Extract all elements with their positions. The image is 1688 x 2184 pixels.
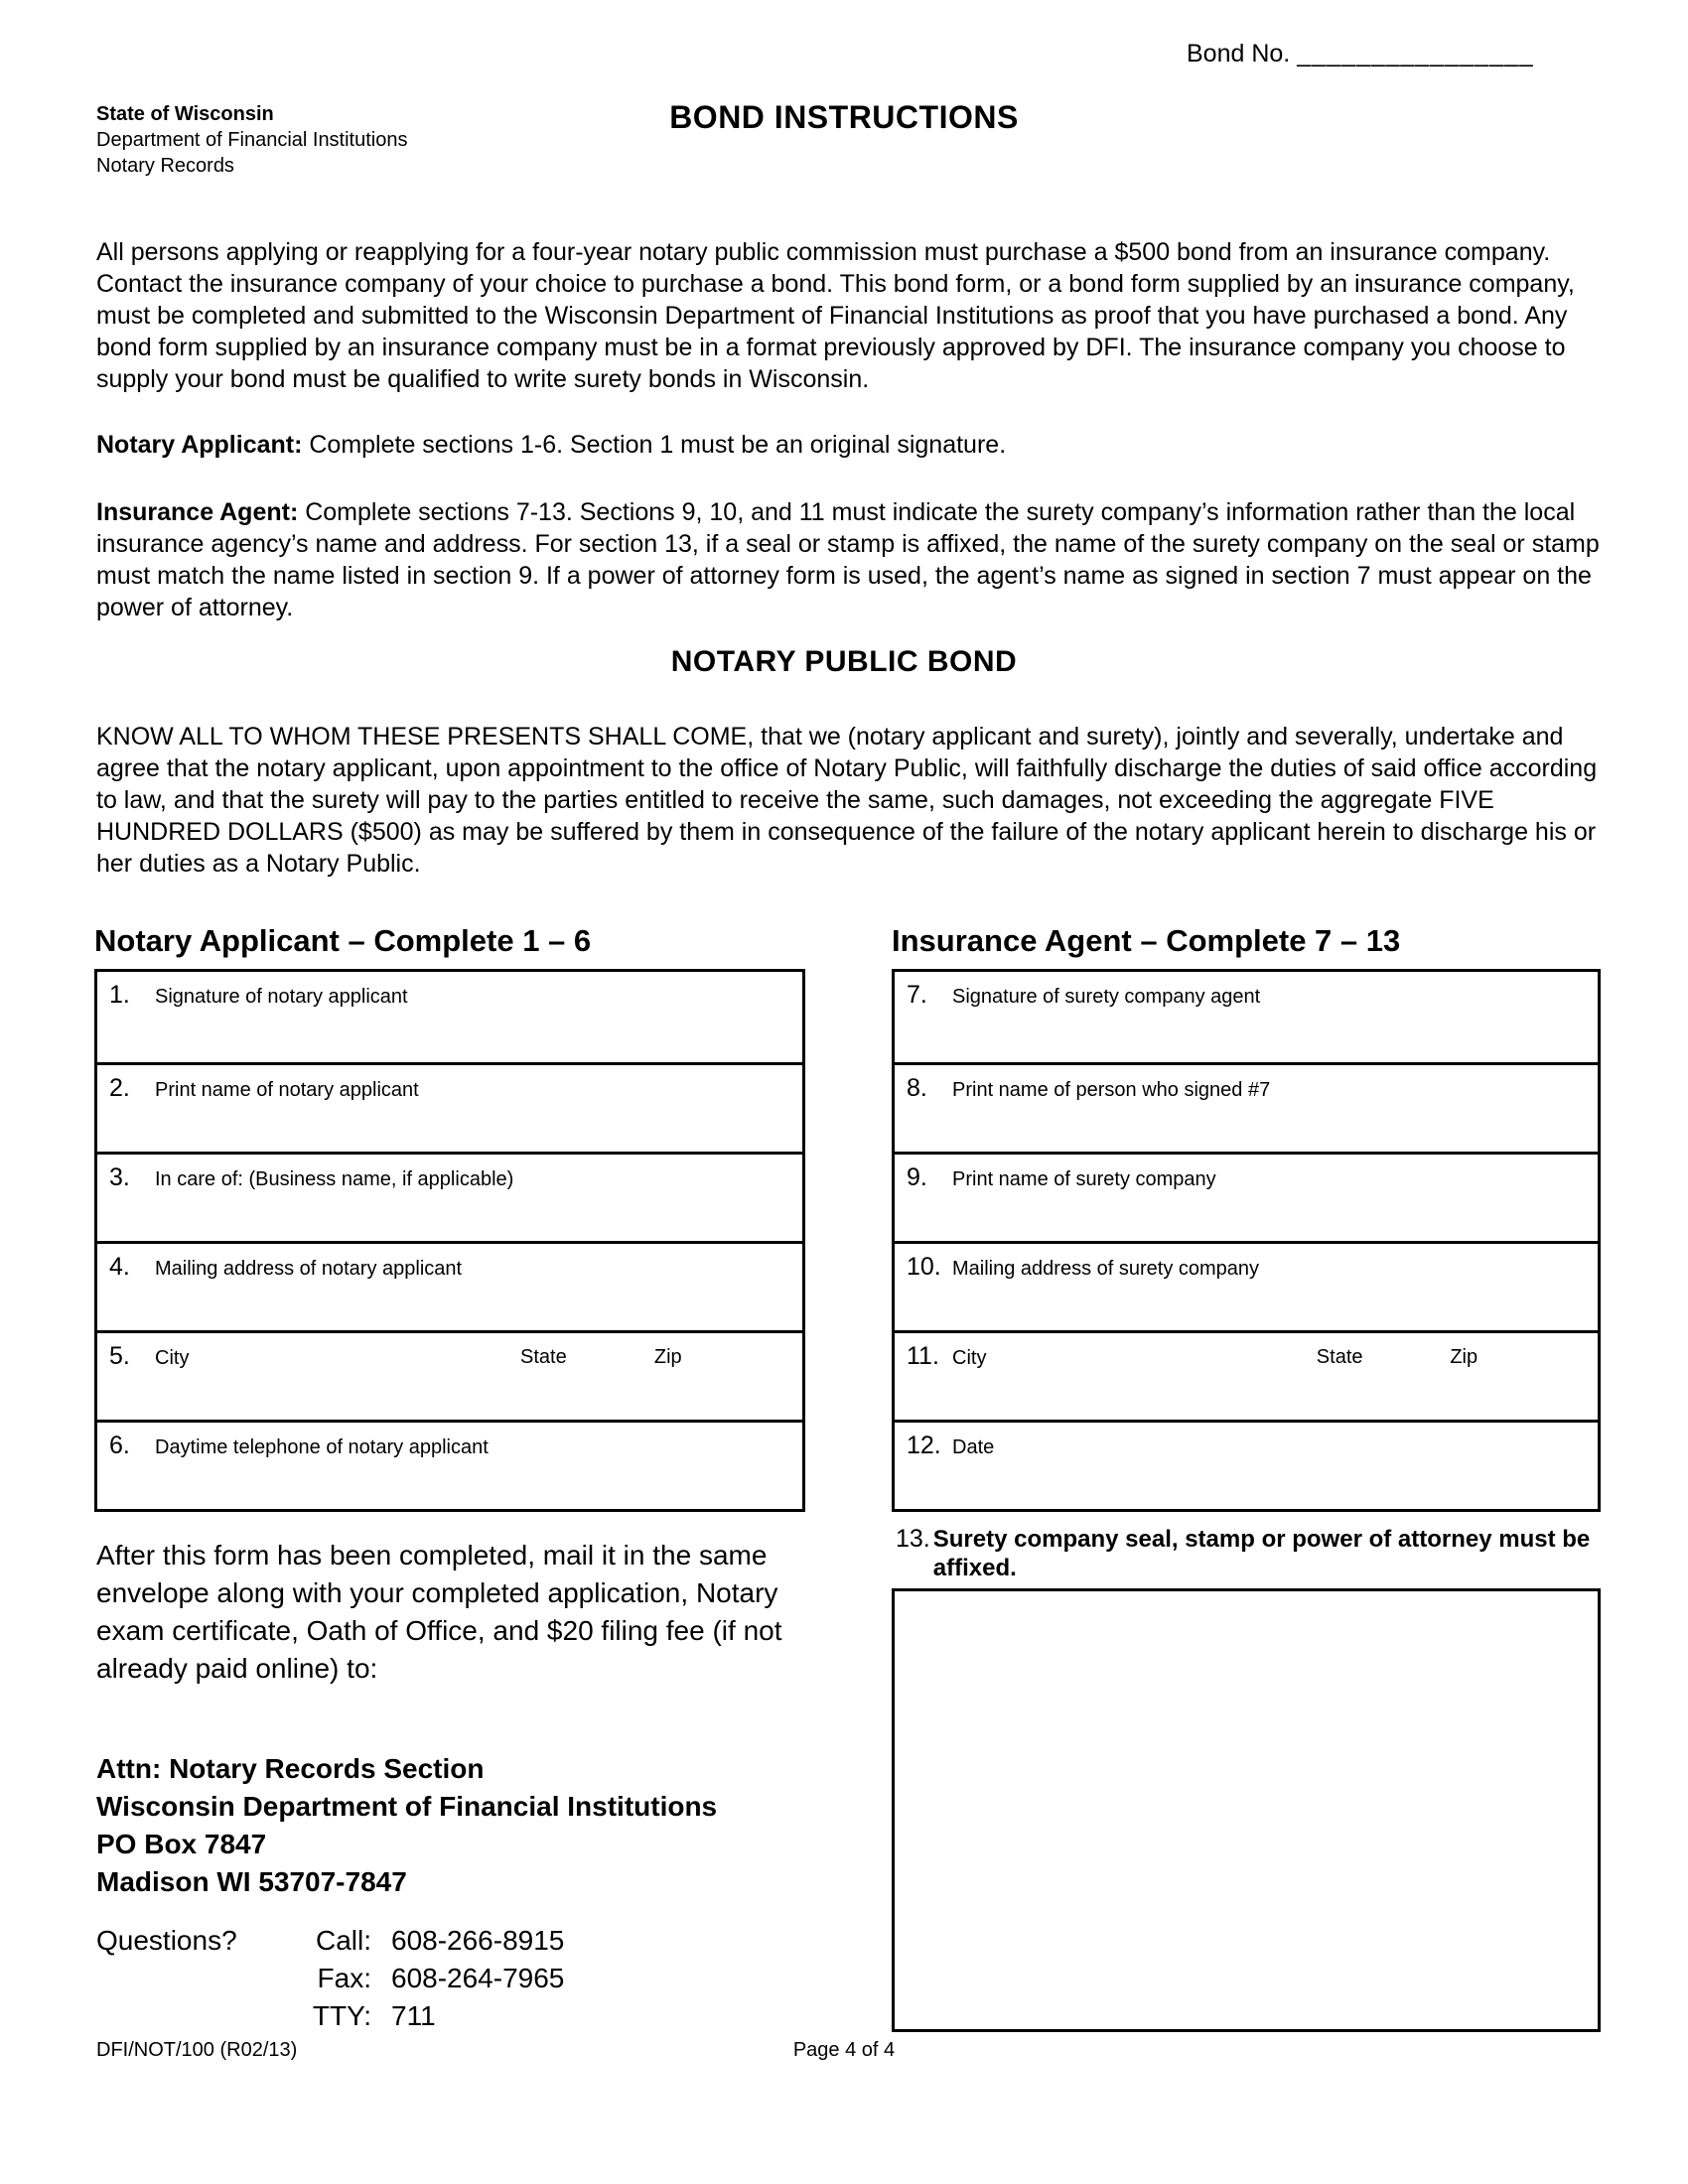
field-13-caption [892, 1525, 1601, 1582]
agency-division-line: Notary Records [96, 155, 234, 177]
form-field-box[interactable] [94, 1420, 805, 1512]
form-field-box[interactable] [94, 1330, 805, 1423]
notary-public-bond-title: NOTARY PUBLIC BOND [670, 645, 1018, 678]
contact-list [308, 1922, 564, 2035]
field-label: In care of: (Business name, if applicable) [155, 1168, 514, 1190]
field-label: Date [952, 1436, 995, 1458]
form-number: DFI/NOT/100 (R02/13) [96, 2039, 298, 2061]
field-number: 5. [109, 1342, 130, 1370]
applicant-column-header: Notary Applicant – Complete 1 – 6 [94, 923, 592, 958]
bond-number-label: Bond No. [1187, 40, 1291, 68]
contact-label: Call: [315, 1925, 371, 1956]
field-number: 3. [109, 1163, 130, 1191]
questions-label: Questions? [96, 1925, 237, 1956]
field-number: 12. [907, 1432, 941, 1459]
address-department-line: Wisconsin Department of Financial Institutions [96, 1791, 718, 1822]
applicant-field-boxes [94, 969, 805, 1512]
agent-field-boxes [892, 969, 1601, 1512]
notary-applicant-lead: Notary Applicant: [96, 431, 303, 459]
field-label: Print name of person who signed #7 [952, 1079, 1271, 1101]
agency-department-line: Department of Financial Institutions [96, 129, 408, 151]
field-number: 2. [109, 1074, 130, 1102]
bond-clause-paragraph: KNOW ALL TO WHOM THESE PRESENTS SHALL COME, that we (notary applicant and surety), jointly and severally, undertake and agree that the notary applicant, upon appointment to the office of Notary Public, will faithfully discharge the duties of said office according to law, and that the surety will pay to the parties entitled to receive the same, such damages, not exceeding the aggregate FIVE HUNDRED DOLLARS ($500) as may be suffered by them in consequence of the failure of the notary applicant herein to discharge his or her duties as a Notary Public. [96, 723, 1598, 878]
instructions-paragraph: All persons applying or reapplying for a four-year notary public commission must purchase a $500 bond from an insurance company. Contact the insurance company of your choice to purchase a bond. This bond form, or a bond form supplied by an insurance company, must be completed and submitted to the Wisconsin Department of Financial Institutions as proof that you have purchased a bond. Any bond form supplied by an insurance company must be in a format previously approved by DFI. The insurance company you choose to supply your bond must be qualified to write surety bonds in Wisconsin. [96, 238, 1575, 393]
bond-number-field [1187, 40, 1534, 68]
state-label: State [1316, 1346, 1363, 1368]
field-label: Surety company seal, stamp or power of attorney must be affixed. [932, 1526, 1591, 1581]
field-label: Print name of notary applicant [155, 1079, 419, 1101]
form-field-box[interactable] [892, 1420, 1601, 1512]
mailing-address-block [96, 1750, 811, 1901]
contact-value: 711 [391, 2000, 436, 2031]
notary-applicant-text: Complete sections 1-6. Section 1 must be an original signature. [302, 431, 1007, 459]
field-label: Mailing address of surety company [952, 1258, 1260, 1280]
field-number: 11. [907, 1342, 939, 1370]
field-label: City [155, 1347, 190, 1369]
form-field-box[interactable] [892, 969, 1601, 1065]
field-label: City [952, 1347, 987, 1369]
contact-row [308, 1922, 564, 1960]
field-number: 13. [896, 1525, 930, 1553]
field-number: 4. [109, 1253, 130, 1281]
zip-label: Zip [653, 1346, 682, 1368]
field-number: 6. [109, 1432, 130, 1459]
form-field-box[interactable] [94, 1062, 805, 1155]
contact-label: TTY: [312, 2000, 371, 2031]
form-field-box[interactable] [94, 1152, 805, 1244]
field-number: 9. [907, 1163, 927, 1191]
state-label: State [520, 1346, 567, 1368]
field-label: Print name of surety company [952, 1168, 1216, 1190]
form-field-box[interactable] [94, 969, 805, 1065]
contact-row [308, 1960, 564, 1997]
form-field-box[interactable] [892, 1241, 1601, 1333]
bond-number-blank[interactable]: ________________ [1297, 40, 1534, 68]
address-attn-line: Attn: Notary Records Section [96, 1753, 485, 1784]
form-field-box[interactable] [892, 1062, 1601, 1155]
field-number: 7. [907, 981, 927, 1009]
zip-label: Zip [1450, 1346, 1478, 1368]
field-number: 1. [109, 981, 130, 1009]
contact-label: Fax: [317, 1963, 371, 1993]
form-field-box[interactable] [94, 1241, 805, 1333]
field-number: 8. [907, 1074, 927, 1102]
contact-value: 608-264-7965 [391, 1963, 565, 1993]
insurance-agent-lead: Insurance Agent: [96, 498, 299, 526]
questions-contact-block [96, 1922, 564, 2035]
insurance-agent-instruction [96, 496, 1602, 623]
insurance-agent-column [892, 923, 1601, 2032]
notary-applicant-instruction [96, 429, 1602, 461]
document-title: BOND INSTRUCTIONS [669, 99, 1019, 135]
address-pobox-line: PO Box 7847 [96, 1829, 267, 1859]
field-label: Signature of notary applicant [155, 986, 408, 1008]
agent-column-header: Insurance Agent – Complete 7 – 13 [892, 923, 1401, 958]
contact-row [308, 1997, 564, 2035]
page-number: Page 4 of 4 [792, 2039, 896, 2061]
contact-value: 608-266-8915 [391, 1925, 565, 1956]
field-label: Signature of surety company agent [952, 986, 1261, 1008]
insurance-agent-text: Complete sections 7-13. Sections 9, 10, and 11 must indicate the surety company’s information rather than the local insurance agency’s name and address. For section 13, if a seal or stamp is affixed, the name of the surety company on the seal or stamp must match the name listed in section 9. If a power of attorney form is used, the agent’s name as signed in section 7 must appear on the power of attorney. [96, 498, 1600, 621]
form-field-box[interactable] [892, 1330, 1601, 1423]
agency-state-line: State of Wisconsin [96, 103, 274, 125]
mailing-instructions: After this form has been completed, mail it in the same envelope along with your completed application, Notary exam certificate, Oath of Office, and $20 filing fee (if not already paid online) to: [96, 1540, 782, 1684]
surety-seal-box[interactable] [892, 1588, 1601, 2032]
field-label: Daytime telephone of notary applicant [155, 1436, 489, 1458]
address-city-line: Madison WI 53707-7847 [96, 1866, 407, 1897]
field-number: 10. [907, 1253, 941, 1281]
notary-applicant-column [94, 923, 805, 1512]
field-label: Mailing address of notary applicant [155, 1258, 463, 1280]
form-field-box[interactable] [892, 1152, 1601, 1244]
